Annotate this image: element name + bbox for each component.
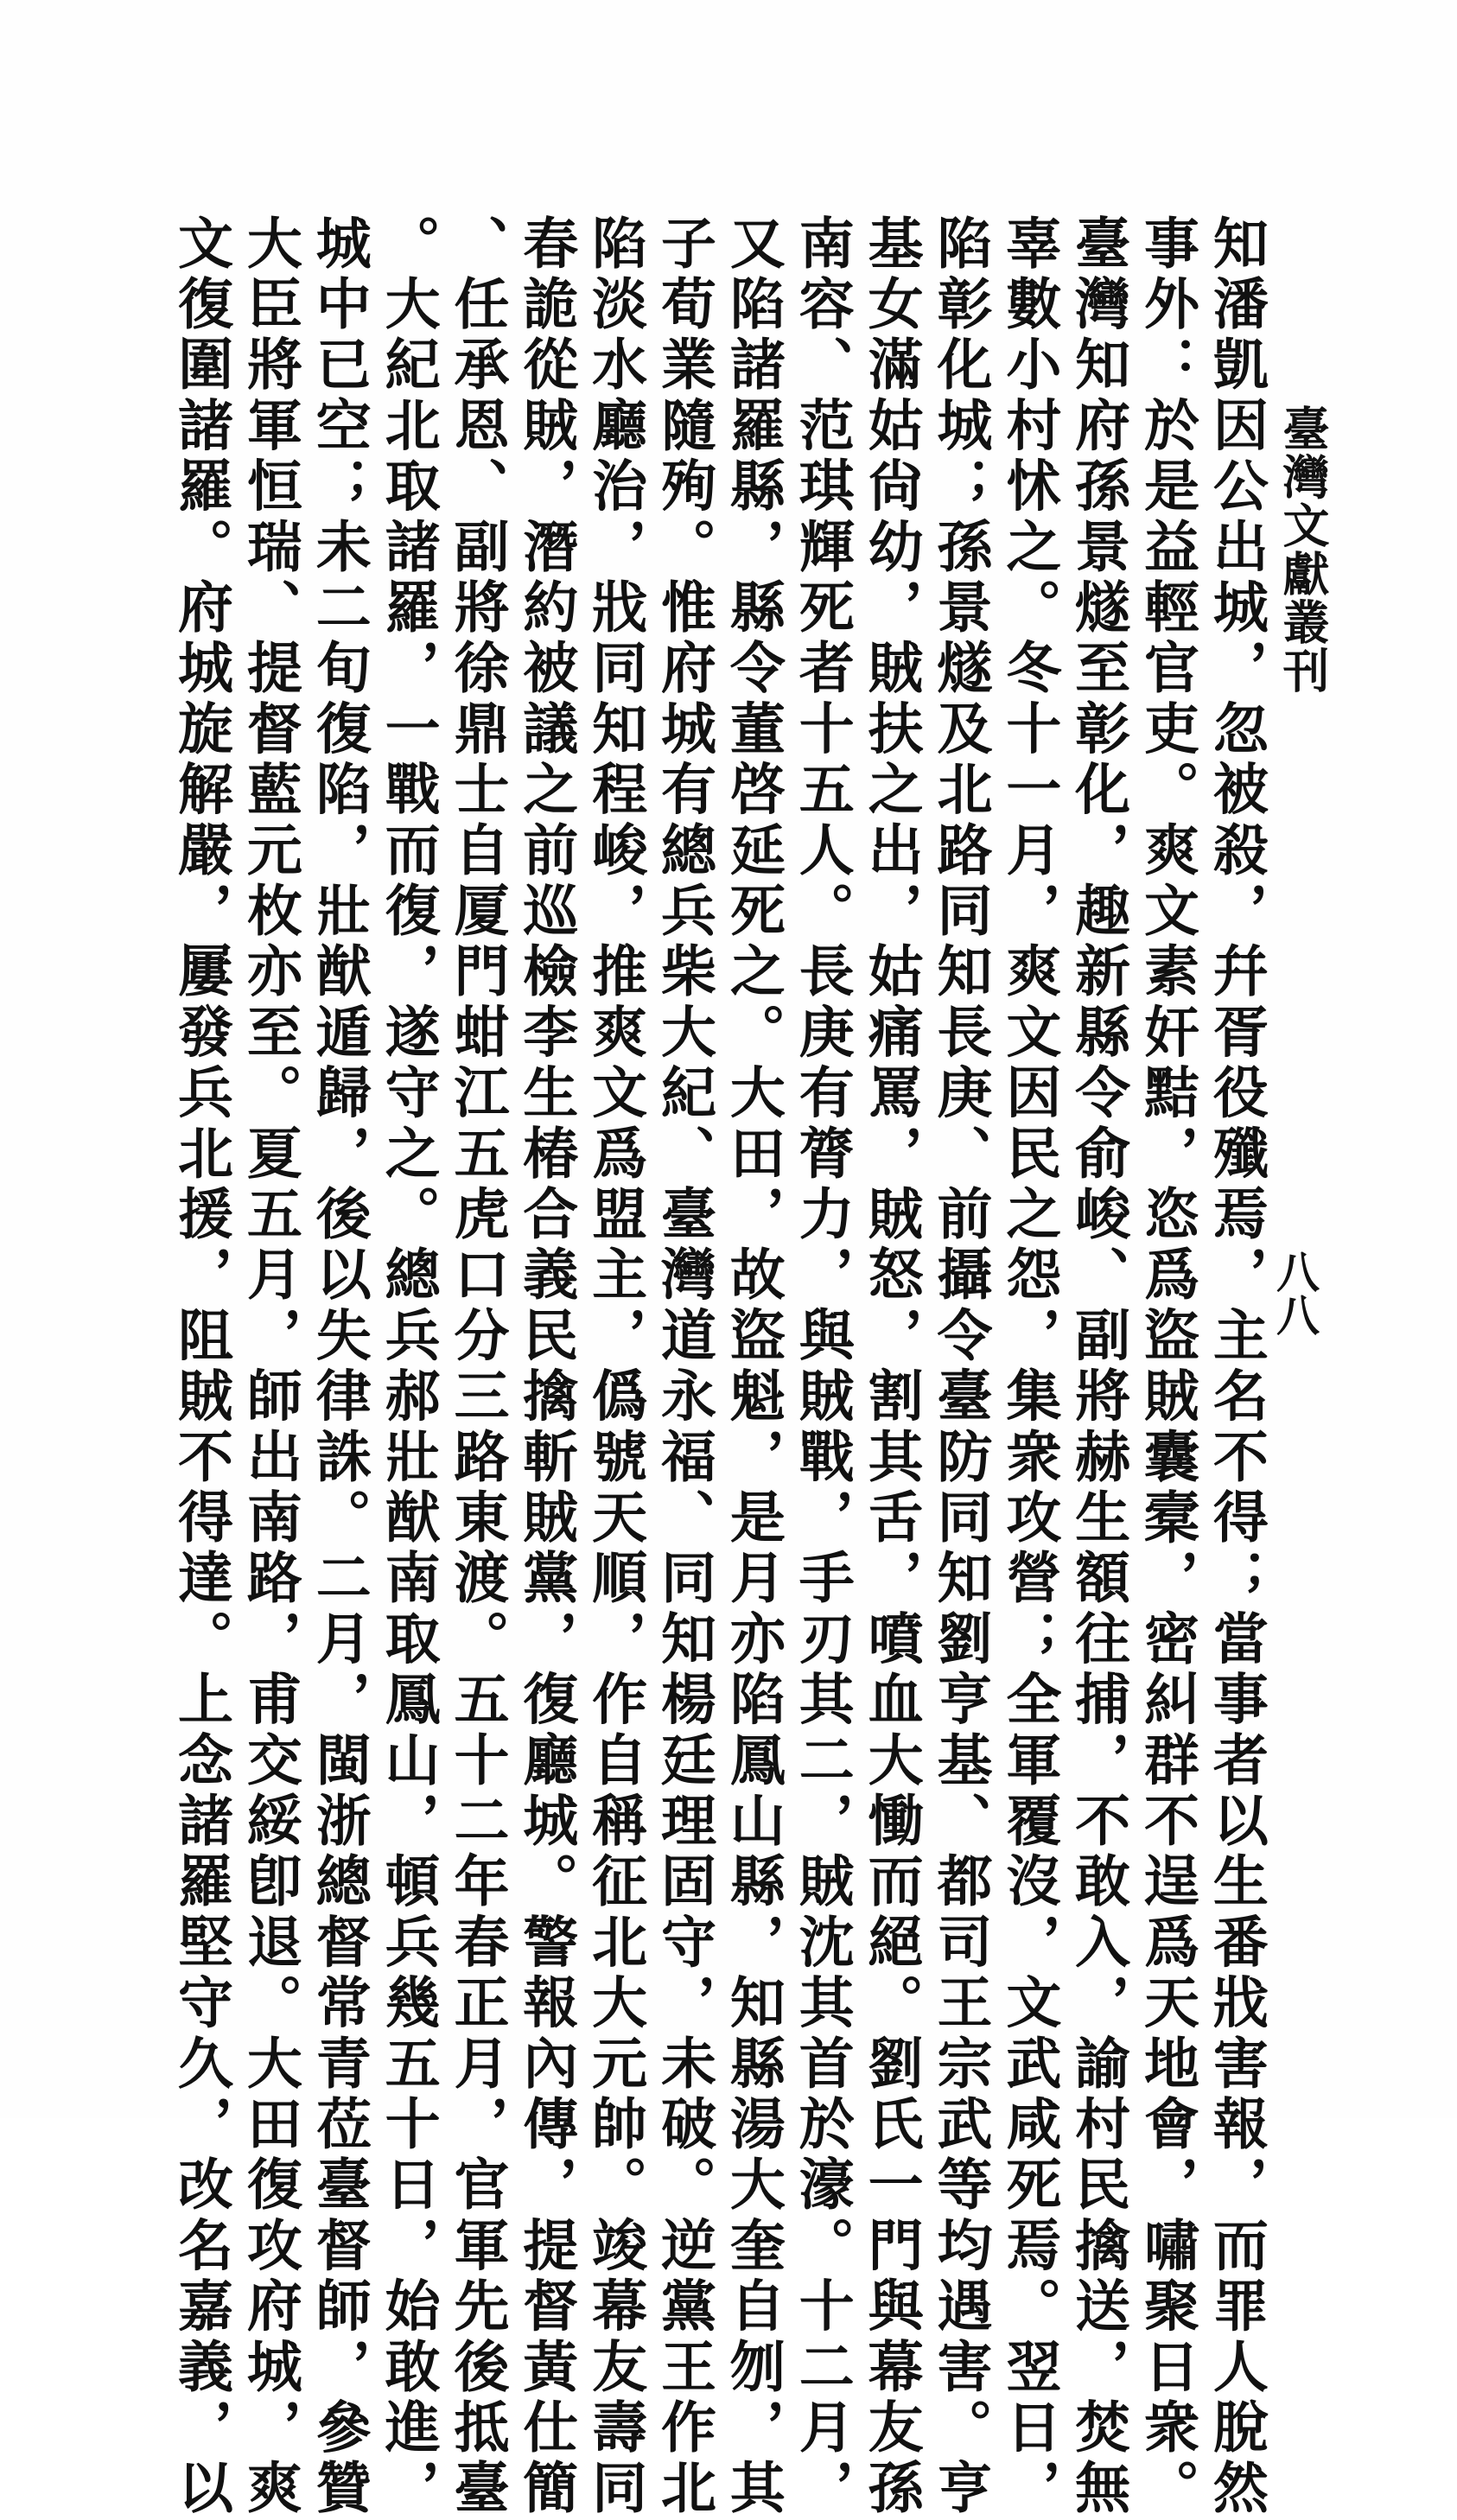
text-column: 知潘凱因公出城，忽被殺，幷胥役殲焉，主名不得；當事者以生番戕害報，而罪人脫然 (1203, 214, 1269, 2520)
text-column: 又陷諸羅縣，縣令董啓延死之。大田，故盜魁，是月亦陷鳳山縣，知縣湯大奎自刎，其 (720, 214, 786, 2520)
text-column: 辜數小村怵之。冬十一月，爽文因民之怨，集衆攻營；全軍覆沒，文武咸死焉。翌日， (996, 214, 1062, 2520)
text-column: 文復圍諸羅。府城旋解嚴，屢發兵北援，阻賊不得達。上念諸羅堅守久，改名嘉義，以 (169, 214, 233, 2520)
page-number: 八八 (1269, 1250, 1320, 1336)
body-text (169, 214, 1269, 2520)
text-column: 陷彰化城；孫景燧及北路同知長庚、前攝令臺防同知劉亨基、都司王宗武等均遇害。亨 (927, 214, 993, 2520)
text-column: 事外：於是益輕官吏。爽文素奸黠，恣爲盜賊囊槖，密糾群不逞爲天地會，嘯聚日衆。 (1135, 214, 1200, 2520)
text-column: 基女滿姑尙幼，賊扶之出，姑痛罵，賊怒，割其舌，噴血大慟而絕。劉氏一門與幕友孫 (858, 214, 924, 2520)
text-column: 南容、范琪輝死者十五人。長庚有膂力，與賊戰，手刃其二，賊沈其首於濠。十二月， (789, 214, 855, 2520)
running-title: 臺灣文獻叢刊 (1276, 404, 1331, 695)
text-column: 子荀業隨殉。惟府城有總兵柴大紀、臺灣道永福、同知楊廷理固守，未破。逆黨王作北 (652, 214, 717, 2520)
text-column: 、任承恩、副將徐鼎士自厦門蚶江五虎口分三路東渡。五十二年春正月，官軍先後抵臺 (444, 214, 510, 2520)
text-column: 大臣將軍恒瑞、提督藍元枚亦至。夏五月，師出南路，甫交綏卽退。大田復攻府城，爽 (237, 214, 302, 2520)
text-column: 陷淡水廳治，戕同知程峻，推爽文爲盟主，僞號天順，作自稱征北大元帥。竣幕友壽同 (582, 214, 648, 2520)
text-column: 春詭從賊，潛約被議之前巡檢李生椿合義民擒斬賊黨，復廳城。警報內傳，提督黃仕簡 (513, 214, 579, 2520)
text-column: 城中已空；未二旬復陷，壯猷遁歸，後以失律誅。二月，閩浙總督常青莅臺督師，參贊 (306, 214, 372, 2520)
text-column: 臺灣知府孫景燧至彰化，趣新縣令俞峻、副將赫生額往捕，不敢入，諭村民擒送，焚無 (1066, 214, 1131, 2520)
text-column: 。大紀北取諸羅，一戰而復，遂守之。總兵郝壯猷南取鳳山，頓兵幾五十日，始敢進， (375, 214, 441, 2520)
